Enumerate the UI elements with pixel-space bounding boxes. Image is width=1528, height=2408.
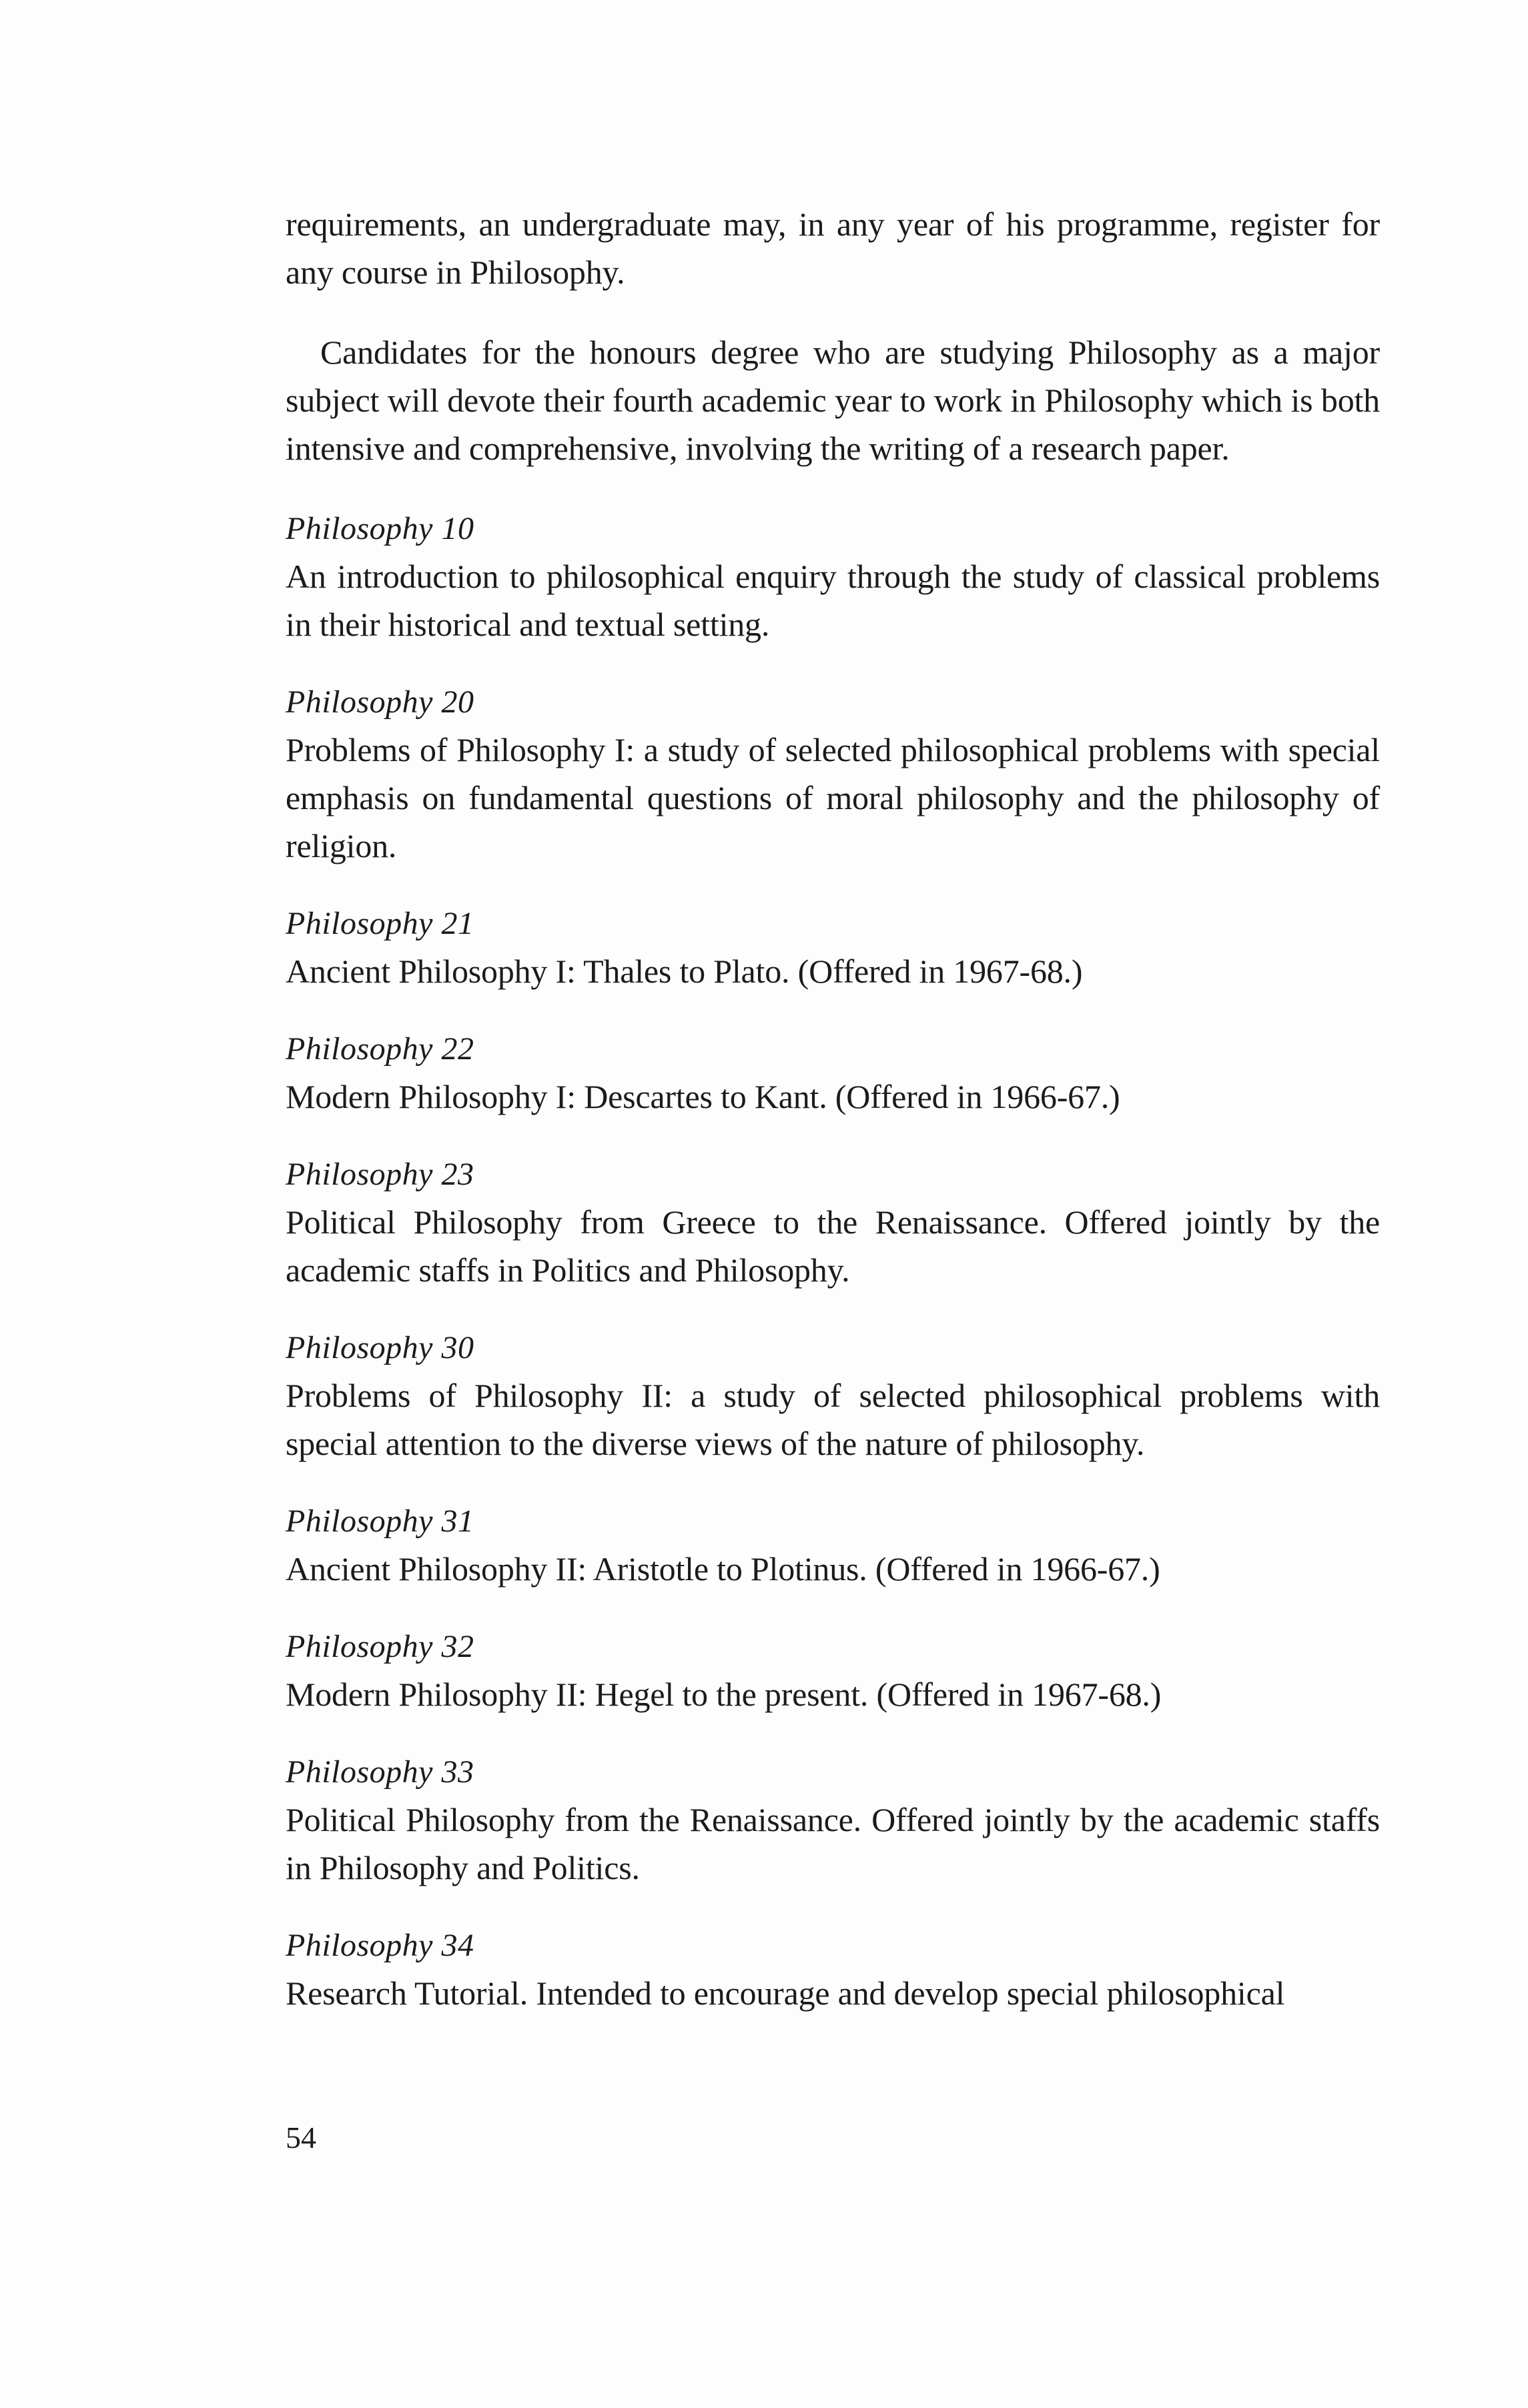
honours-paragraph: Candidates for the honours degree who are studying Philosophy as a major subject will devote their fourth academic year to work in Philosophy which is both intensive and comprehensive, involving the writing of a research paper. xyxy=(286,334,1380,467)
intro-continuation-paragraph: requirements, an undergraduate may, in any year of his programme, register for any course in Philosophy. xyxy=(286,205,1380,291)
course-description: Political Philosophy from the Renaissance. Offered jointly by the academic staffs in Philosophy and Politics. xyxy=(286,1801,1380,1886)
course-title: Philosophy 34 xyxy=(286,1928,474,1963)
course-entry xyxy=(286,1624,1380,1718)
course-title: Philosophy 21 xyxy=(286,906,474,941)
course-entry xyxy=(286,1325,1380,1467)
course-title: Philosophy 23 xyxy=(286,1157,474,1192)
course-entry xyxy=(286,506,1380,648)
course-title: Philosophy 32 xyxy=(286,1629,474,1664)
course-title: Philosophy 33 xyxy=(286,1754,474,1790)
course-description: Ancient Philosophy II: Aristotle to Plotinus. (Offered in 1966-67.) xyxy=(286,1550,1160,1588)
course-description: Problems of Philosophy II: a study of selected philosophical problems with special attention to the diverse views of the nature of philosophy. xyxy=(286,1377,1380,1462)
course-title: Philosophy 31 xyxy=(286,1503,474,1539)
course-description: Modern Philosophy II: Hegel to the present. (Offered in 1967-68.) xyxy=(286,1676,1162,1713)
page-number: 54 xyxy=(286,2121,316,2155)
course-description: Ancient Philosophy I: Thales to Plato. (Offered in 1967-68.) xyxy=(286,953,1083,990)
course-description: Research Tutorial. Intended to encourage and develop special philosophical xyxy=(286,1974,1285,2012)
course-entry xyxy=(286,900,1380,995)
course-entry xyxy=(286,1749,1380,1892)
course-entry xyxy=(286,679,1380,870)
course-description: Political Philosophy from Greece to the Renaissance. Offered jointly by the academic staffs in Politics and Philosophy. xyxy=(286,1203,1380,1289)
course-title: Philosophy 30 xyxy=(286,1330,474,1365)
course-title: Philosophy 20 xyxy=(286,684,474,720)
course-entry xyxy=(286,1922,1380,2017)
course-description: An introduction to philosophical enquiry through the study of classical problems in their historical and textual setting. xyxy=(286,558,1380,643)
course-description: Problems of Philosophy I: a study of selected philosophical problems with special emphasis on fundamental questions of moral philosophy and the philosophy of religion. xyxy=(286,731,1380,864)
course-entry xyxy=(286,1151,1380,1294)
text-column xyxy=(286,200,1380,2048)
course-title: Philosophy 10 xyxy=(286,511,474,546)
course-title: Philosophy 22 xyxy=(286,1031,474,1067)
course-description: Modern Philosophy I: Descartes to Kant. (Offered in 1966-67.) xyxy=(286,1078,1120,1115)
course-entry xyxy=(286,1498,1380,1593)
course-entry xyxy=(286,1026,1380,1121)
